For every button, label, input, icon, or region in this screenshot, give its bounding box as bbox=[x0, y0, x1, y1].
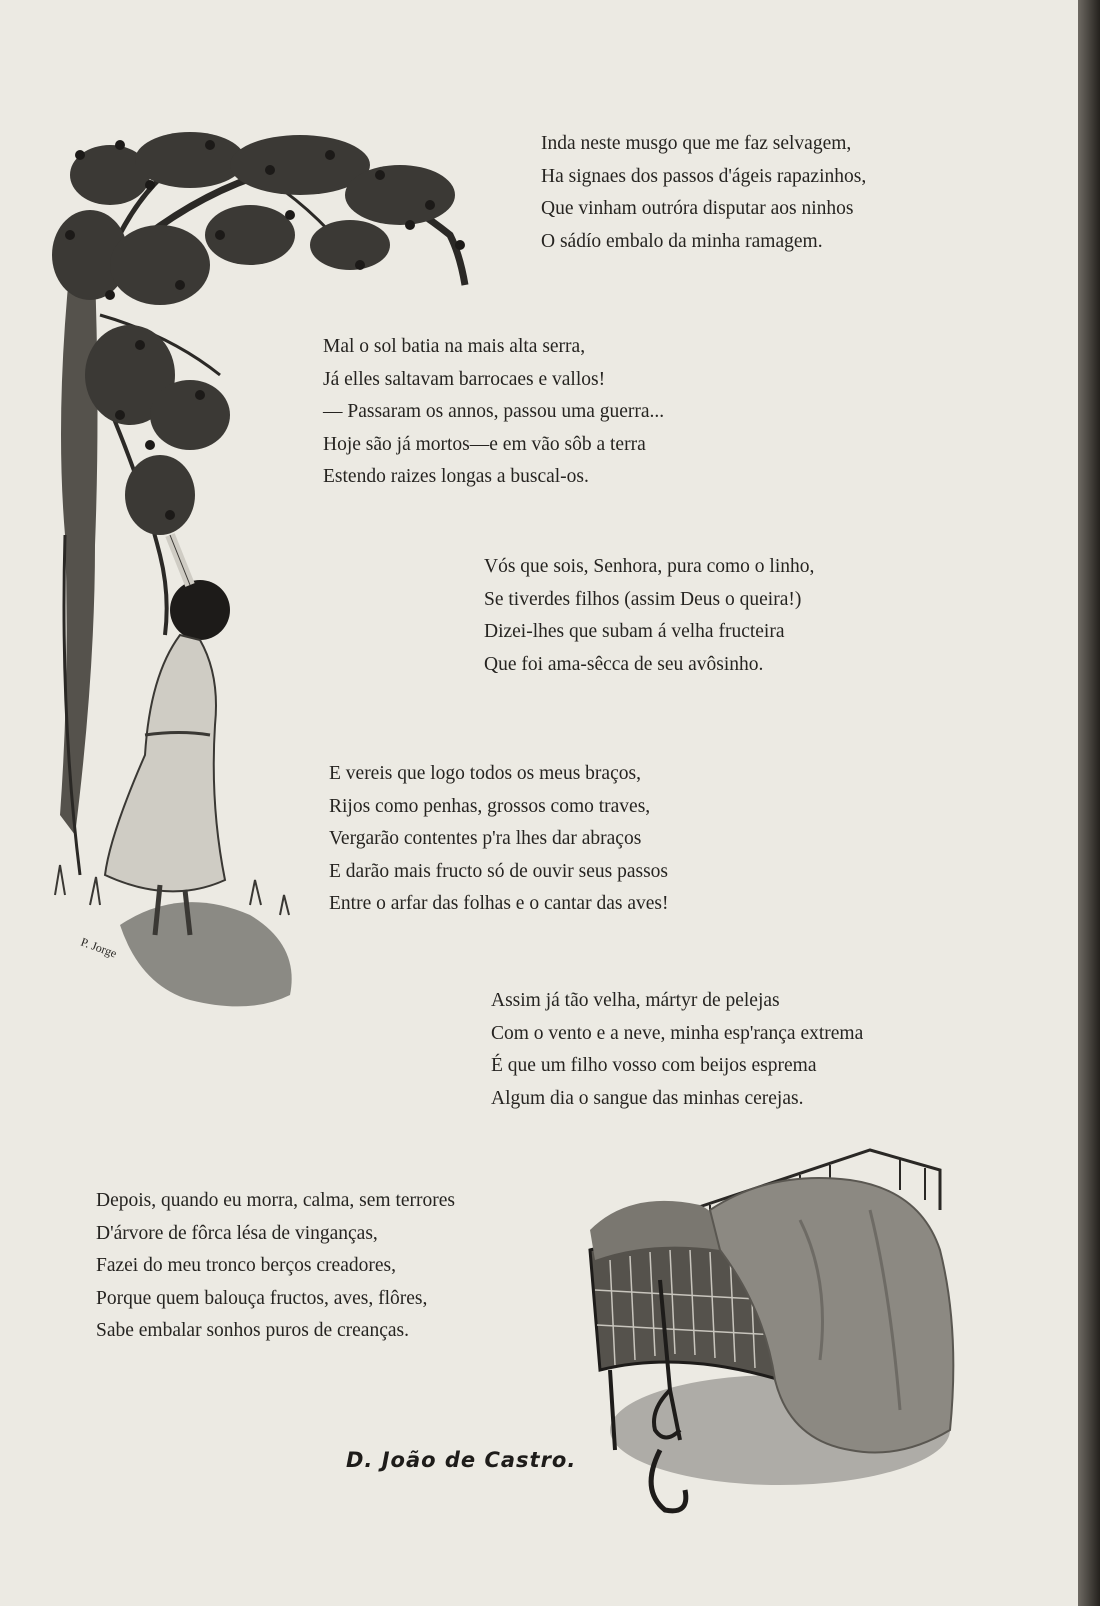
stanza-6 bbox=[96, 1185, 455, 1348]
page-edge bbox=[1078, 0, 1100, 1606]
stanza-5 bbox=[491, 985, 863, 1115]
stanza-4 bbox=[329, 758, 668, 921]
stanza-5-line-1: Assim já tão velha, mártyr de pelejas bbox=[491, 990, 780, 1011]
stanza-4-line-4: E darão mais fructo só de ouvir seus passos bbox=[329, 860, 669, 882]
stanza-4-line-1: E vereis que logo todos os meus braços, bbox=[329, 763, 641, 784]
stanza-3-line-2: Se tiverdes filhos (assim Deus o queira!) bbox=[484, 588, 802, 610]
stanza-5-line-2: Com o vento e a neve, minha esp'rança extrema bbox=[491, 1022, 864, 1044]
stanza-1-line-1: Inda neste musgo que me faz selvagem, bbox=[541, 133, 852, 154]
artist-signature: P. Jorge bbox=[78, 934, 119, 961]
stanza-4-line-5: Entre o arfar das folhas e o cantar das aves! bbox=[329, 893, 669, 914]
stanza-6-line-2: D'árvore de fôrca lésa de vinganças, bbox=[96, 1222, 378, 1244]
author-signature: D. João de Castro. bbox=[346, 1448, 577, 1472]
stanza-6-line-1: Depois, quando eu morra, calma, sem terrores bbox=[96, 1190, 455, 1211]
stanza-6-line-5: Sabe embalar sonhos puros de creanças. bbox=[96, 1320, 409, 1341]
stanza-2 bbox=[323, 331, 664, 494]
stanza-3-line-1: Vós que sois, Senhora, pura como o linho, bbox=[484, 556, 815, 577]
cradle-illustration bbox=[570, 1130, 970, 1530]
stanza-1 bbox=[541, 128, 866, 258]
stanza-3 bbox=[484, 551, 814, 681]
stanza-3-line-3: Dizei-lhes que subam á velha fructeira bbox=[484, 621, 785, 642]
stanza-6-line-3: Fazei do meu tronco berços creadores, bbox=[96, 1255, 396, 1276]
stanza-2-line-3: — Passaram os annos, passou uma guerra... bbox=[323, 401, 665, 422]
stanza-5-line-3: É que um filho vosso com beijos esprema bbox=[491, 1055, 817, 1076]
stanza-1-line-3: Que vinham outróra disputar aos ninhos bbox=[541, 198, 854, 219]
stanza-4-line-3: Vergarão contentes p'ra lhes dar abraços bbox=[329, 828, 642, 849]
stanza-2-line-5: Estendo raizes longas a buscal-os. bbox=[323, 466, 589, 487]
stanza-2-line-1: Mal o sol batia na mais alta serra, bbox=[323, 336, 586, 357]
stanza-3-line-4: Que foi ama-sêcca de seu avôsinho. bbox=[484, 653, 764, 675]
stanza-1-line-4: O sádío embalo da minha ramagem. bbox=[541, 230, 823, 252]
stanza-5-line-4: Algum dia o sangue das minhas cerejas. bbox=[491, 1087, 804, 1109]
stanza-2-line-2: Já elles saltavam barrocaes e vallos! bbox=[323, 368, 606, 390]
stanza-4-line-2: Rijos como penhas, grossos como traves, bbox=[329, 795, 651, 817]
stanza-2-line-4: Hoje são já mortos—e em vão sôb a terra bbox=[323, 433, 646, 455]
stanza-1-line-2: Ha signaes dos passos d'ágeis rapazinhos, bbox=[541, 165, 867, 187]
stanza-6-line-4: Porque quem balouça fructos, aves, flôres, bbox=[96, 1287, 428, 1309]
